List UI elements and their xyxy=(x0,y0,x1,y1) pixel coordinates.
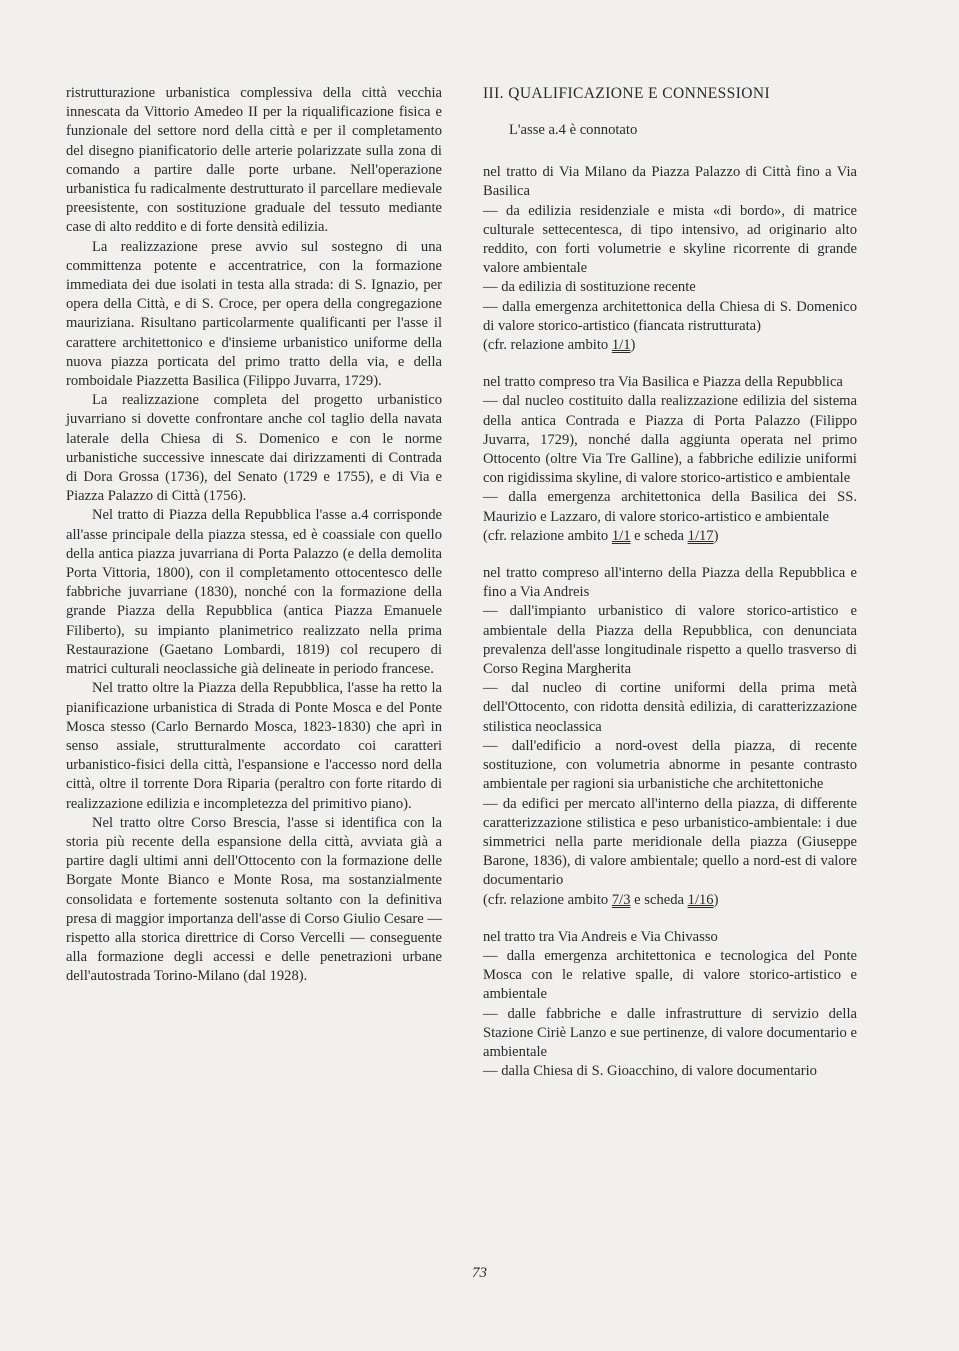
section-block xyxy=(483,564,857,910)
section-intro: L'asse a.4 è connotato xyxy=(509,122,638,138)
section-block xyxy=(483,373,857,546)
paragraph: Nel tratto oltre la Piazza della Repubblica, l'asse ha retto la pianificazione urbanistica di Strada di Ponte Mosca e del Ponte Mosca stesso (Carlo Bernardo Mosca, 1823-1830) che aprì in senso assiale, strutturalmente accordato coi caratteri urbanistico-fisici della città, l'espansione e l'accesso nord della città, oltre il torrente Dora Riparia (peraltro con forte ritardo di realizzazione edilizia e incompletezza del primitivo piano). xyxy=(66,680,442,812)
section-line: — da edilizia di sostituzione recente xyxy=(483,279,696,296)
paragraph: Nel tratto di Piazza della Repubblica l'asse a.4 corrisponde all'asse principale della piazza stessa, ed è coassiale con quello della antica piazza juvarriana di Porta Palazzo (e della demolita Porta Vittoria, 1800), con il completamento ottocentesco delle fabbriche juvarriane (1830), nonché con la formazione della grande Piazza della Repubblica (antica Piazza Emanuele Filiberto), su impianto planimetrico realizzato nella prima Restaurazione (Gaetano Lombardi, 1819) col recupero di matrici culturali neoclassiche già delineate in periodo francese. xyxy=(66,507,442,678)
section-line: — dalla emergenza architettonica della Basilica dei SS. Maurizio e Lazzaro, di valore storico-artistico e ambientale xyxy=(483,489,857,525)
section-line: nel tratto compreso all'interno della Piazza della Repubblica e fino a Via Andreis xyxy=(483,565,857,601)
scheda-ref: 1/16 xyxy=(687,891,714,908)
paragraph: La realizzazione completa del progetto urbanistico juvarriano si dovette confrontare anche col taglio della navata laterale della Chiesa di S. Domenico e con le norme urbanistiche successive innescate dai dirizzamenti di Contrada di Dora Grossa (1736), del Senato (1729 e 1755), e di Via e Piazza Palazzo di Città (1756). xyxy=(66,392,442,505)
section-block xyxy=(483,163,857,355)
section-line: nel tratto di Via Milano da Piazza Palazzo di Città fino a Via Basilica xyxy=(483,164,857,200)
paragraph: Nel tratto oltre Corso Brescia, l'asse si identifica con la storia più recente della espansione della città, avviata già a partire dagli ultimi anni dell'Ottocento con la formazione delle Borgate Monte Bianco e Monte Rosa, ma sostanzialmente consolidata e fortemente sostenuta soltanto con la definitiva presa di maggior importanza dell'asse di Corso Giulio Cesare — rispetto alla storica direttrice di Corso Vercelli — conseguente alla formazione degli accessi e delle penetrazioni urbane dell'autostrada Torino-Milano (dal 1928). xyxy=(66,814,442,985)
left-column xyxy=(66,84,442,987)
section-line: — dall'impianto urbanistico di valore storico-artistico e ambientale della Piazza della Repubblica, con denunciata prevalenza dell'asse longitudinale rispetto a quello trasverso di Corso Regina Margherita xyxy=(483,603,857,678)
section-line: — dalla emergenza architettonica e tecnologica del Ponte Mosca con le relative spalle, di valore storico-artistico e ambientale xyxy=(483,947,857,1003)
ambito-ref: 1/1 xyxy=(611,527,631,544)
section-line: — dall'edificio a nord-ovest della piazza, di recente sostituzione, con volumetria abnorme in pesante contrasto ambientale per ragioni sia urbanistiche che architettoniche xyxy=(483,737,857,793)
section-line: nel tratto tra Via Andreis e Via Chivasso xyxy=(483,928,718,945)
section-block xyxy=(483,928,857,1082)
section-line: — da edifici per mercato all'interno della piazza, di differente caratterizzazione stilistica e peso urbanistico-ambientale: i due simmetrici nella parte meridionale della piazza (Giuseppe Barone, 1836), di valore ambientale; quello a nord-est di valore documentario xyxy=(483,795,857,889)
cross-reference: (cfr. relazione ambito 1/1) xyxy=(483,337,636,354)
right-column xyxy=(483,84,857,1099)
cross-reference: (cfr. relazione ambito 7/3 e scheda 1/16) xyxy=(483,891,719,908)
section-line: — da edilizia residenziale e mista «di bordo», di matrice culturale settecentesca, di tipo intensivo, ad originario alto reddito, con forti volumetrie e skyline ricorrente di grande valore ambientale xyxy=(483,202,857,277)
ambito-ref: 1/1 xyxy=(611,337,631,354)
section-line: — dalla Chiesa di S. Gioacchino, di valore documentario xyxy=(483,1063,817,1080)
section-line: nel tratto compreso tra Via Basilica e Piazza della Repubblica xyxy=(483,374,843,391)
section-line: — dalle fabbriche e dalle infrastrutture di servizio della Stazione Ciriè Lanzo e sue pertinenze, di valore documentario e ambientale xyxy=(483,1005,857,1060)
section-line: — dalla emergenza architettonica della Chiesa di S. Domenico di valore storico-artistico (fiancata ristrutturata) xyxy=(483,298,857,334)
paragraph: ristrutturazione urbanistica complessiva della città vecchia innescata da Vittorio Amedeo II per la riqualificazione fisica e funzionale del settore nord della città e per il completamento del disegno pianificatorio delle arterie polarizzate sulla zona di comando a partire dalle porte urbane. Nell'operazione urbanistica fu radicalmente destrutturato il parcellare medievale preesistente, con sostituzione graduale del tessuto mediante case di alto reddito e di forte densità edilizia. xyxy=(66,85,442,236)
scheda-ref: 1/17 xyxy=(687,527,714,544)
cross-reference: (cfr. relazione ambito 1/1 e scheda 1/17) xyxy=(483,527,719,544)
paragraph: La realizzazione prese avvio sul sostegno di una committenza potente e accentratrice, con la formazione immediata dei due isolati in testa alla strada: di S. Ignazio, per opera della Città, e di S. Croce, per opera della congregazione mauriziana. Risultano particolarmente qualificanti per l'asse il carattere architettonico e d'insieme urbanistico uniforme della nuova piazza porticata del primo tratto della via, e della romboidale Piazzetta Basilica (Filippo Juvarra, 1729). xyxy=(66,238,442,390)
section-line: — dal nucleo di cortine uniformi della prima metà dell'Ottocento, con ridotta densità edilizia, di caratterizzazione stilistica neoclassica xyxy=(483,680,857,735)
page-number: 73 xyxy=(472,1265,487,1281)
section-line: — dal nucleo costituito dalla realizzazione edilizia del sistema della antica Contrada e Piazza di Porta Palazzo (Filippo Juvarra, 1729), nonché dalla aggiunta operata nel primo Ottocento (oltre Via Tre Galline), a fabbriche edilizie uniformi con rigidissima skyline, di valore storico-artistico e ambientale xyxy=(483,393,857,487)
ambito-ref: 7/3 xyxy=(611,891,631,908)
section-heading: III. QUALIFICAZIONE E CONNESSIONI xyxy=(483,85,771,102)
